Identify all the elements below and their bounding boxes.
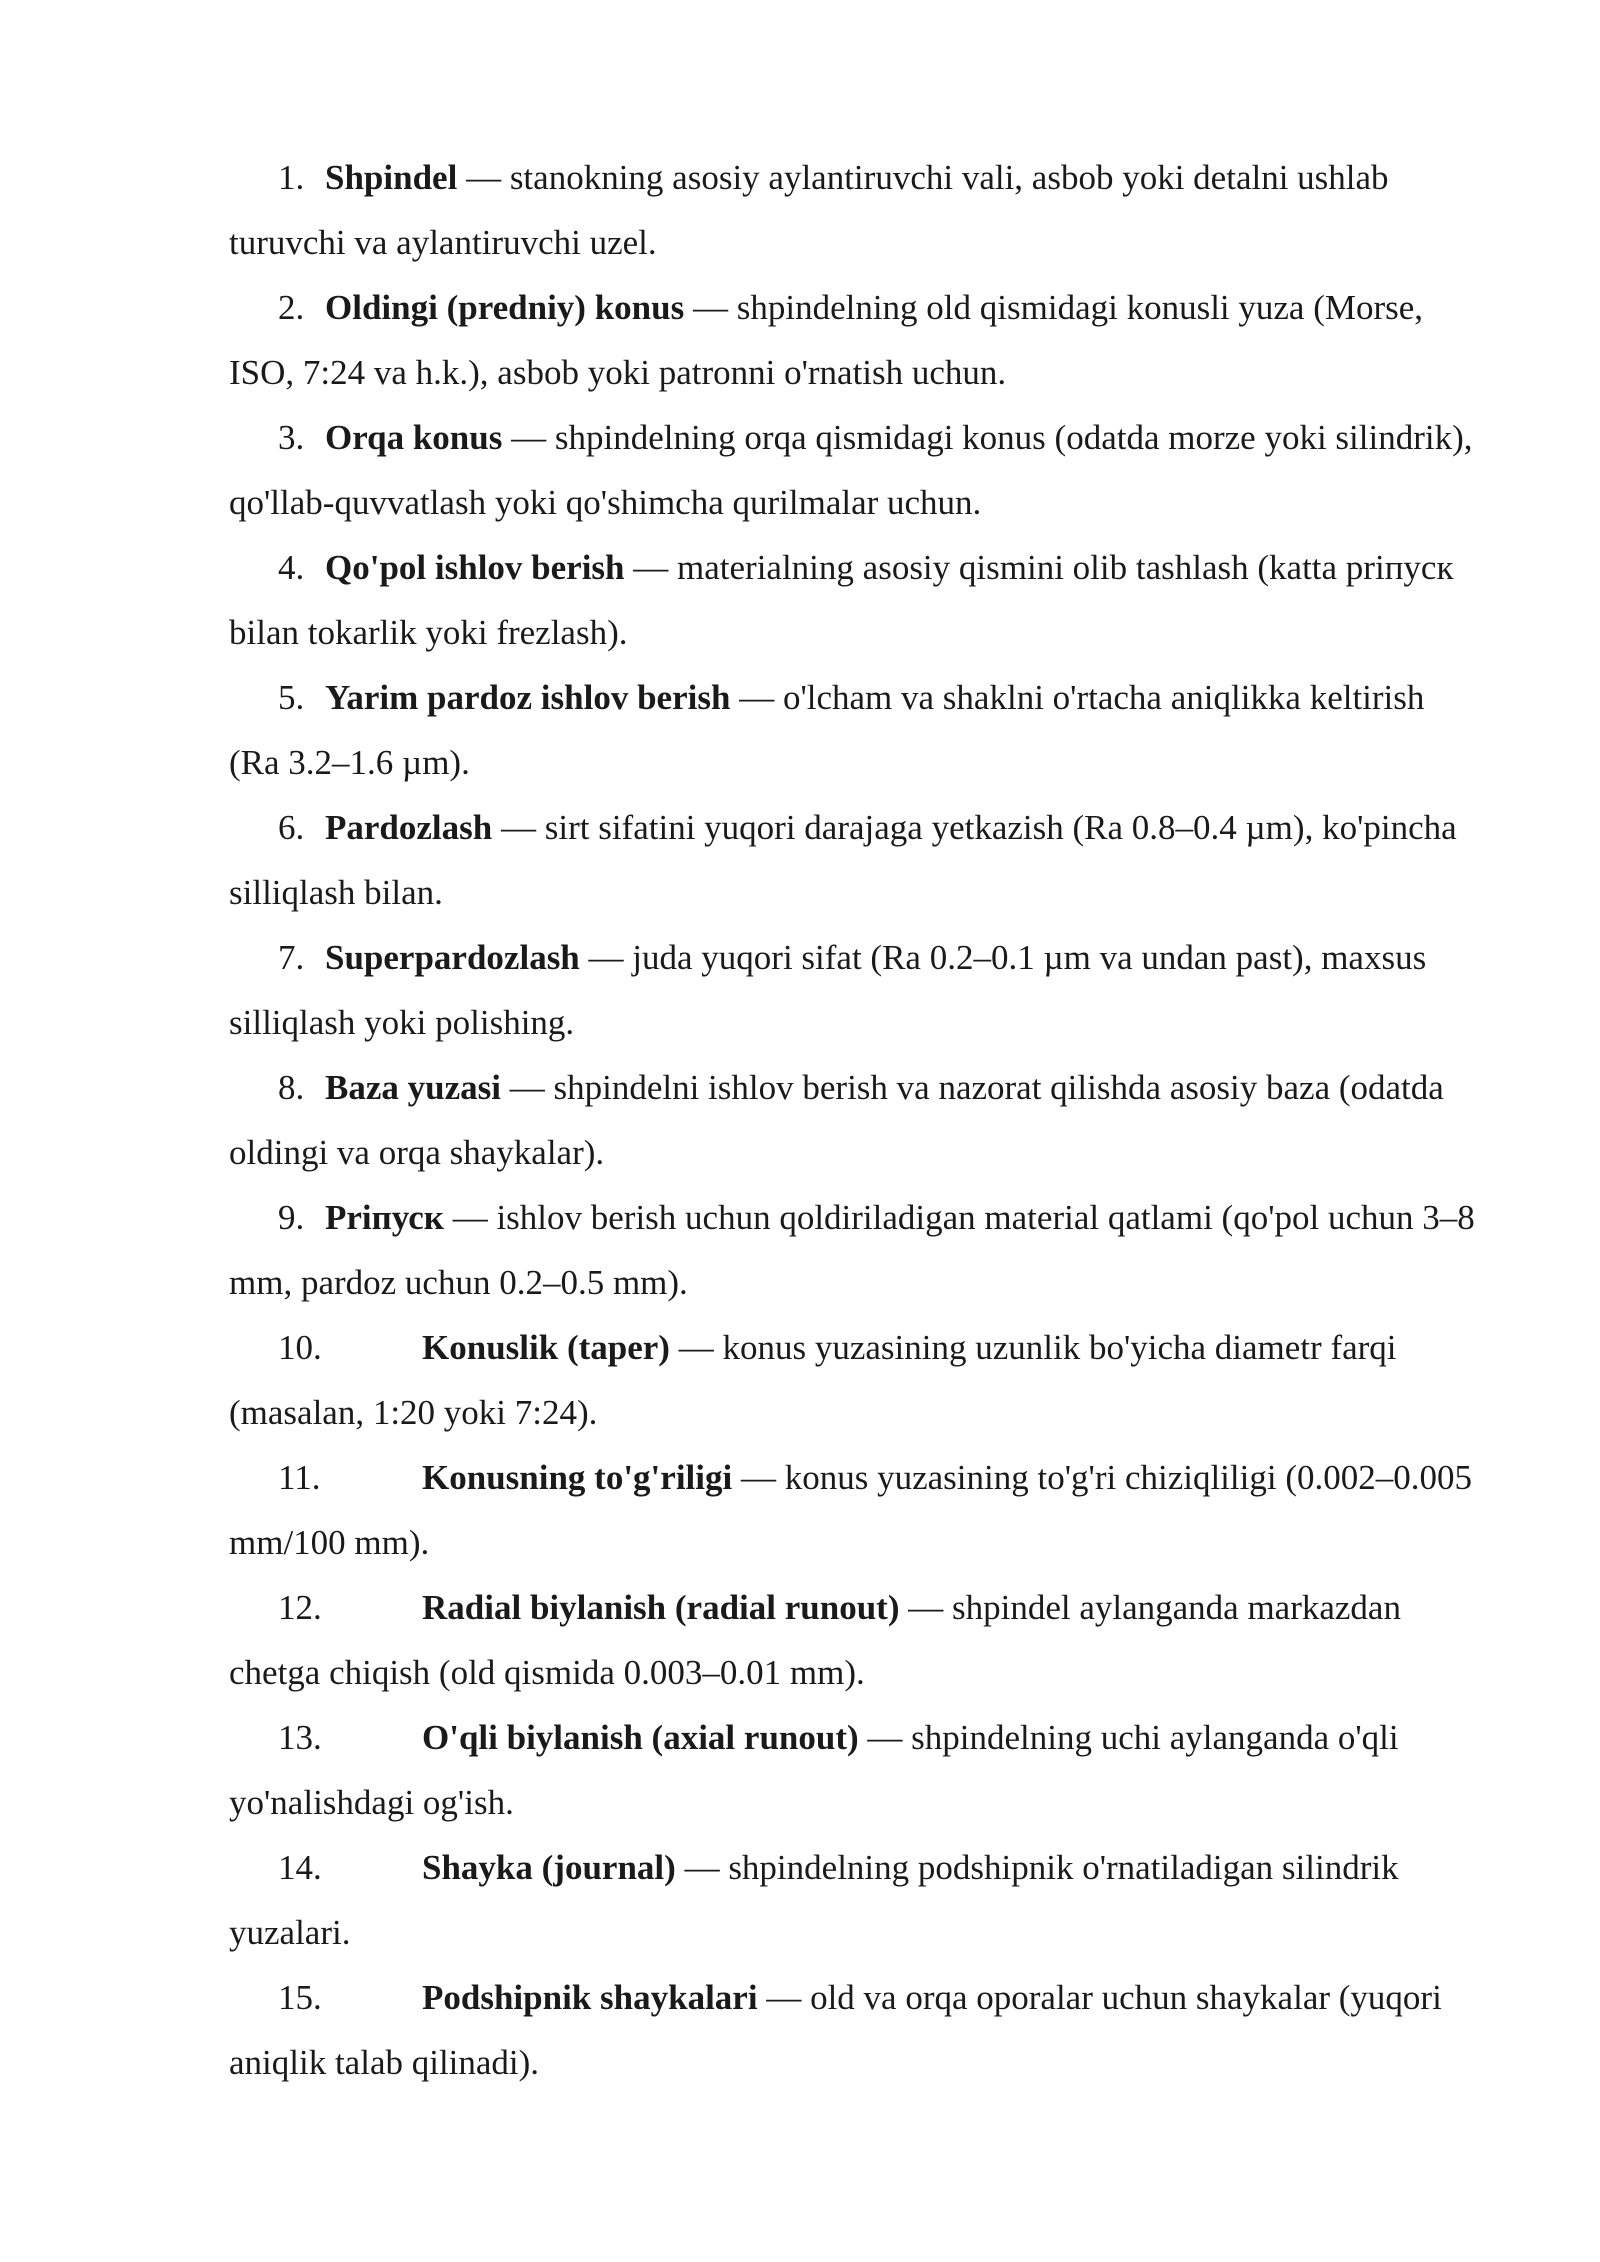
item-term: O'qli biylanish (axial runout): [422, 1718, 859, 1757]
list-item: [229, 1055, 1477, 1185]
item-definition: — shpindelning old qismidagi konusli yuza (Morse, ISO, 7:24 va h.k.), asbob yoki patronni o'rnatish uchun.: [229, 288, 1424, 392]
item-definition: — konus yuzasining uzunlik bo'yicha diametr farqi (masalan, 1:20 yoki 7:24).: [229, 1328, 1397, 1432]
item-definition: — materialning asosiy qismini olib tashlash (katta priпуск bilan tokarlik yoki frezlash).: [229, 548, 1454, 652]
item-definition: — shpindelning podshipnik o'rnatiladigan silindrik yuzalari.: [229, 1848, 1399, 1952]
item-definition: — shpindel aylanganda markazdan chetga chiqish (old qismida 0.003–0.01 mm).: [229, 1588, 1401, 1692]
list-item: [229, 1185, 1477, 1315]
item-number: 10.: [278, 1328, 322, 1367]
item-definition: — konus yuzasining to'g'ri chiziqliligi (0.002–0.005 mm/100 mm).: [229, 1458, 1472, 1562]
item-term: Oldingi (predniy) konus: [325, 288, 685, 327]
list-item: [229, 405, 1477, 535]
list-item: [229, 665, 1477, 795]
item-term: Priпуск: [325, 1198, 444, 1237]
item-term: Shpindel: [325, 158, 458, 197]
item-term: Shayka (journal): [422, 1848, 676, 1887]
list-item: [229, 1315, 1477, 1445]
item-definition: — old va orqa oporalar uchun shaykalar (yuqori aniqlik talab qilinadi).: [229, 1978, 1442, 2082]
list-item: [229, 1575, 1477, 1705]
list-item: [229, 1965, 1477, 2095]
document-page: [229, 145, 1477, 2095]
item-number: 8.: [278, 1068, 305, 1107]
list-item: [229, 535, 1477, 665]
item-number: 13.: [278, 1718, 322, 1757]
item-number: 12.: [278, 1588, 322, 1627]
item-number: 14.: [278, 1848, 322, 1887]
item-number: 11.: [278, 1458, 321, 1497]
item-term: Baza yuzasi: [325, 1068, 501, 1107]
item-definition: — o'lcham va shaklni o'rtacha aniqlikka keltirish (Ra 3.2–1.6 µm).: [229, 678, 1425, 782]
item-number: 9.: [278, 1198, 305, 1237]
item-term: Pardozlash: [325, 808, 493, 847]
item-term: Radial biylanish (radial runout): [422, 1588, 900, 1627]
item-definition: — shpindelning orqa qismidagi konus (odatda morze yoki silindrik), qo'llab-quvvatlash yoki qo'shimcha qurilmalar uchun.: [229, 418, 1473, 522]
list-item: [229, 795, 1477, 925]
item-number: 1.: [278, 158, 305, 197]
item-definition: — juda yuqori sifat (Ra 0.2–0.1 µm va undan past), maxsus silliqlash yoki polishing.: [229, 938, 1427, 1042]
item-term: Superpardozlash: [325, 938, 580, 977]
item-term: Orqa konus: [325, 418, 503, 457]
item-term: Konusning to'g'riligi: [422, 1458, 733, 1497]
item-number: 3.: [278, 418, 305, 457]
item-definition: — shpindelning uchi aylanganda o'qli yo'nalishdagi og'ish.: [229, 1718, 1399, 1822]
item-definition: — shpindelni ishlov berish va nazorat qilishda asosiy baza (odatda oldingi va orqa shaykalar).: [229, 1068, 1444, 1172]
item-number: 15.: [278, 1978, 322, 2017]
item-definition: — sirt sifatini yuqori darajaga yetkazish (Ra 0.8–0.4 µm), ko'pincha silliqlash bilan.: [229, 808, 1457, 912]
item-number: 5.: [278, 678, 305, 717]
item-term: Qo'pol ishlov berish: [325, 548, 625, 587]
item-number: 7.: [278, 938, 305, 977]
item-term: Konuslik (taper): [422, 1328, 670, 1367]
item-definition: — stanokning asosiy aylantiruvchi vali, asbob yoki detalni ushlab turuvchi va aylantiruvchi uzel.: [229, 158, 1389, 262]
list-item: [229, 275, 1477, 405]
item-definition: — ishlov berish uchun qoldiriladigan material qatlami (qo'pol uchun 3–8 mm, pardoz uchun 0.2–0.5 mm).: [229, 1198, 1475, 1302]
item-number: 2.: [278, 288, 305, 327]
item-number: 6.: [278, 808, 305, 847]
list-item: [229, 1705, 1477, 1835]
list-item: [229, 925, 1477, 1055]
item-number: 4.: [278, 548, 305, 587]
list-item: [229, 1835, 1477, 1965]
list-item: [229, 1445, 1477, 1575]
item-term: Yarim pardoz ishlov berish: [325, 678, 731, 717]
item-term: Podshipnik shaykalari: [422, 1978, 758, 2017]
list-item: [229, 145, 1477, 275]
